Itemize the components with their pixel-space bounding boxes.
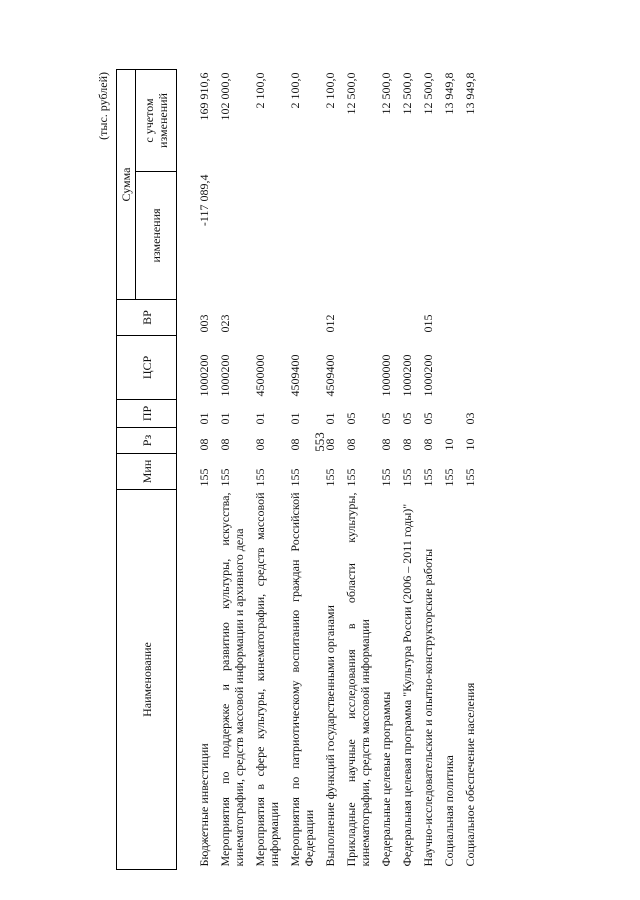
cell-min: 155 <box>253 468 267 487</box>
rotated-page <box>96 70 596 870</box>
cell-with-change: 13 949,8 <box>463 72 477 115</box>
header-change: изменения <box>136 172 177 300</box>
cell-rz: 08 <box>323 438 337 451</box>
cell-pr: 01 <box>253 412 267 425</box>
cell-csr: 1000200 <box>197 354 211 397</box>
cell-change <box>282 172 317 300</box>
cell-change <box>373 172 394 300</box>
cell-csr: 1000200 <box>400 354 414 397</box>
cell-rz: 08 <box>253 438 267 451</box>
header-pr: ПР <box>117 400 177 428</box>
cell-vr <box>338 300 373 336</box>
cell-min: 155 <box>218 468 232 487</box>
table-row <box>338 69 373 869</box>
cell-change <box>436 172 457 300</box>
cell-vr: 015 <box>421 314 435 333</box>
cell-change <box>415 172 436 300</box>
cell-rz: 10 <box>442 438 456 451</box>
header-csr: ЦСР <box>117 336 177 400</box>
cell-rz: 08 <box>288 438 302 451</box>
cell-name: Социальная политика <box>442 755 456 867</box>
cell-with-change: 102 000,0 <box>218 72 232 121</box>
cell-with-change: 12 500,0 <box>379 72 393 115</box>
cell-pr: 05 <box>400 412 414 425</box>
cell-change <box>394 172 415 300</box>
table-row <box>191 69 212 869</box>
units-label: (тыс. рублей) <box>96 72 110 140</box>
cell-change <box>317 172 338 300</box>
table-row <box>394 69 415 869</box>
cell-csr: 4509400 <box>323 354 337 397</box>
cell-min: 155 <box>379 468 393 487</box>
cell-rz: 08 <box>344 438 358 451</box>
cell-pr: 05 <box>379 412 393 425</box>
cell-with-change: 2 100,0 <box>323 72 337 109</box>
cell-vr: 003 <box>197 314 211 333</box>
cell-pr: 01 <box>218 412 232 425</box>
cell-pr: 05 <box>344 412 358 425</box>
cell-min: 155 <box>344 468 358 487</box>
cell-vr: 023 <box>218 314 232 333</box>
cell-rz: 08 <box>400 438 414 451</box>
cell-min: 155 <box>323 468 337 487</box>
cell-name: Научно-исследовательские и опытно-конструкторские работы <box>421 548 435 867</box>
cell-name: Выполнение функций государственными органами <box>323 605 337 867</box>
table-row <box>212 69 247 869</box>
cell-rz: 10 <box>463 438 477 451</box>
cell-name: Социальное обеспечение населения <box>463 682 477 867</box>
cell-name: Федеральная целевая программа "Культура России (2006 – 2011 годы)" <box>400 503 414 867</box>
cell-name: Мероприятия по поддержке и развитию культуры, искусства, кинематографии, средств массовой информации и архивного дела <box>218 492 246 867</box>
header-name: Наименование <box>117 490 177 870</box>
cell-pr: 01 <box>323 412 337 425</box>
cell-rz: 08 <box>379 438 393 451</box>
cell-name: Бюджетные инвестиции <box>197 743 211 867</box>
cell-vr <box>373 300 394 336</box>
cell-min: 155 <box>463 468 477 487</box>
cell-pr: 03 <box>463 412 477 425</box>
cell-with-change: 2 100,0 <box>288 72 302 109</box>
cell-vr <box>282 300 317 336</box>
cell-csr: 1000200 <box>421 354 435 397</box>
table-row <box>317 69 338 869</box>
cell-with-change: 12 500,0 <box>344 72 358 115</box>
cell-min: 155 <box>421 468 435 487</box>
cell-csr: 1000200 <box>218 354 232 397</box>
cell-min: 155 <box>442 468 456 487</box>
cell-pr: 01 <box>197 412 211 425</box>
table-row <box>247 69 282 869</box>
table-row <box>373 69 394 869</box>
cell-name: Прикладные научные исследования в области культуры, кинематографии, средств массовой информации <box>344 492 372 867</box>
cell-with-change: 12 500,0 <box>421 72 435 115</box>
cell-min: 155 <box>197 468 211 487</box>
budget-table <box>116 69 478 870</box>
cell-vr <box>436 300 457 336</box>
cell-csr <box>457 336 478 400</box>
cell-min: 155 <box>288 468 302 487</box>
cell-csr: 4509400 <box>288 354 302 397</box>
table-row <box>457 69 478 869</box>
cell-name: Мероприятия в сфере культуры, кинематографии, средств массовой информации <box>253 492 281 867</box>
cell-change <box>457 172 478 300</box>
cell-vr: 012 <box>323 314 337 333</box>
cell-with-change: 12 500,0 <box>400 72 414 115</box>
cell-rz: 08 <box>218 438 232 451</box>
cell-rz: 08 <box>421 438 435 451</box>
table-row <box>282 69 317 869</box>
cell-rz: 08 <box>197 438 211 451</box>
cell-csr <box>338 336 373 400</box>
header-min: Мин <box>117 454 177 490</box>
header-with-change: с учетом изменений <box>136 69 177 171</box>
table-body <box>177 69 479 869</box>
cell-pr: 05 <box>421 412 435 425</box>
cell-vr <box>247 300 282 336</box>
cell-csr <box>436 336 457 400</box>
header-rz: Рз <box>117 428 177 454</box>
cell-vr <box>457 300 478 336</box>
table-row <box>436 69 457 869</box>
cell-name: Федеральные целевые программы <box>379 691 393 867</box>
cell-change <box>247 172 282 300</box>
header-gap <box>177 69 192 869</box>
cell-csr: 1000000 <box>379 354 393 397</box>
cell-csr: 4500000 <box>253 354 267 397</box>
cell-with-change: 169 910,6 <box>197 72 211 121</box>
cell-change: -117 089,4 <box>197 174 211 227</box>
cell-pr: 01 <box>288 412 302 425</box>
cell-min: 155 <box>400 468 414 487</box>
cell-vr <box>394 300 415 336</box>
cell-with-change: 13 949,8 <box>442 72 456 115</box>
header-vr: ВР <box>117 300 177 336</box>
cell-name: Мероприятия по патриотическому воспитанию граждан Российской Федерации <box>288 492 316 867</box>
page-number: 553 <box>312 432 327 452</box>
table-row <box>415 69 436 869</box>
cell-change <box>338 172 373 300</box>
cell-pr <box>436 400 457 428</box>
cell-change <box>212 172 247 300</box>
header-sum: Сумма <box>117 69 136 299</box>
cell-with-change: 2 100,0 <box>253 72 267 109</box>
